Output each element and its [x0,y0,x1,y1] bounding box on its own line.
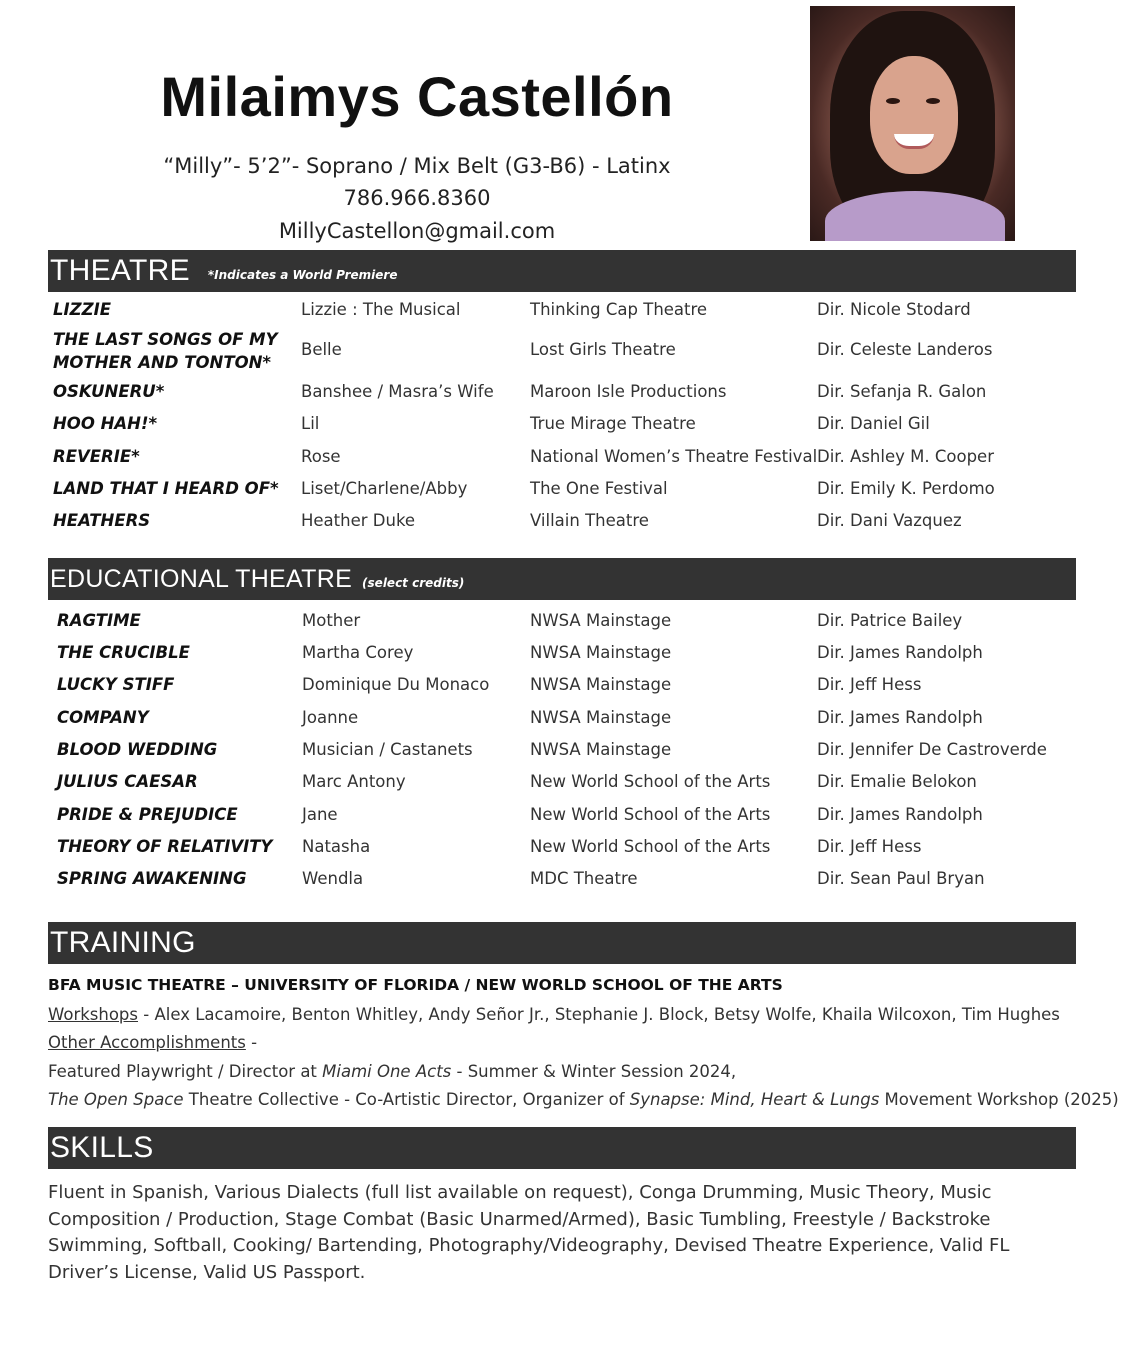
skills-section-header [48,1127,1076,1169]
role: Lil [301,414,320,433]
training-section-header [48,922,1076,964]
workshops-line [48,1005,1088,1024]
show-title: LIZZIE [53,300,111,319]
role: Natasha [302,837,371,856]
director: Dir. Daniel Gil [817,414,930,433]
role: Joanne [302,708,359,727]
show-title: THE LAST SONGS OF MY MOTHER AND TONTON* [53,330,278,372]
director: Dir. Jeff Hess [817,675,922,694]
company: True Mirage Theatre [530,414,696,433]
degree-line: BFA MUSIC THEATRE – UNIVERSITY OF FLORIDA / NEW WORLD SCHOOL OF THE ARTS [48,976,783,994]
show-title: RAGTIME [57,611,141,630]
show-title: THE CRUCIBLE [57,643,190,662]
company: NWSA Mainstage [530,611,672,630]
director: Dir. Sefanja R. Galon [817,382,987,401]
role: Wendla [302,869,364,888]
other-accomplishments-label: Other Accomplishments [48,1033,246,1052]
director: Dir. Patrice Bailey [817,611,963,630]
director: Dir. James Randolph [817,805,983,824]
section-title: SKILLS [50,1131,154,1164]
show-title: THEORY OF RELATIVITY [57,837,273,856]
director: Dir. Celeste Landeros [817,340,993,359]
role: Dominique Du Monaco [302,675,490,694]
director: Dir. Ashley M. Cooper [817,447,994,466]
workshops-label: Workshops [48,1005,139,1024]
role: Rose [301,447,341,466]
section-note: (select credits) [362,576,465,590]
director: Dir. Sean Paul Bryan [817,869,985,888]
show-title: BLOOD WEDDING [57,740,218,759]
company: NWSA Mainstage [530,675,672,694]
company: New World School of the Arts [530,772,771,791]
phone-number: 786.966.8360 [343,186,491,210]
company: New World School of the Arts [530,805,771,824]
featured-playwright-line: Featured Playwright / Director at Miami One Acts - Summer & Winter Session 2024, [48,1062,737,1081]
skills-text: Fluent in Spanish, Various Dialects (full list available on request), Conga Drumming, Music Theory, Music Composition / Production, Stage Combat (Basic Unarmed/Armed), Basic Tumbling, Freestyle / Backstroke Swimming, Softball, Cooking/ Bartending, Photography/Videography, Devised Theatre Experience, Valid FL Driver’s License, Valid US Passport. [48,1182,1010,1283]
show-title: OSKUNERU* [53,382,165,401]
company: National Women’s Theatre Festival [530,447,818,466]
section-title: THEATRE [50,254,190,287]
company: NWSA Mainstage [530,708,672,727]
resume-name: Milaimys Castellón [160,65,674,128]
company: MDC Theatre [530,869,638,888]
show-title: HEATHERS [53,511,151,530]
director: Dir. Jennifer De Castroverde [817,740,1047,759]
director: Dir. Nicole Stodard [817,300,971,319]
show-title: HOO HAH!* [53,414,158,433]
show-title: JULIUS CAESAR [57,772,198,791]
workshops-text: - Alex Lacamoire, Benton Whitley, Andy Señor Jr., Stephanie J. Block, Betsy Wolfe, Khaila Wilcoxon, Tim Hughes [138,1005,1060,1024]
performer-stats: “Milly”- 5’2”- Soprano / Mix Belt (G3-B6) - Latinx [163,154,671,178]
director: Dir. Emalie Belokon [817,772,977,791]
role: Musician / Castanets [302,740,473,759]
show-title: COMPANY [57,708,149,727]
section-note: *Indicates a World Premiere [207,268,398,282]
company: The One Festival [530,479,668,498]
show-title: PRIDE & PREJUDICE [57,805,238,824]
company: NWSA Mainstage [530,740,672,759]
show-title: SPRING AWAKENING [57,869,247,888]
director: Dir. Dani Vazquez [817,511,962,530]
show-title: LUCKY STIFF [57,675,175,694]
section-title: EDUCATIONAL THEATRE [50,564,353,593]
company: Lost Girls Theatre [530,340,676,359]
role: Martha Corey [302,643,414,662]
director: Dir. James Randolph [817,643,983,662]
role: Banshee / Masra’s Wife [301,382,494,401]
open-space-line: The Open Space Theatre Collective - Co-Artistic Director, Organizer of Synapse: Mind, Heart & Lungs Movement Workshop (2025) [48,1090,1119,1109]
other-accomplishments-line: Other Accomplishments - [48,1033,258,1052]
director: Dir. Jeff Hess [817,837,922,856]
company: Thinking Cap Theatre [530,300,708,319]
role: Liset/Charlene/Abby [301,479,468,498]
director: Dir. James Randolph [817,708,983,727]
role: Belle [301,340,342,359]
role: Mother [302,611,361,630]
email-address: MillyCastellon@gmail.com [278,219,556,243]
role: Lizzie : The Musical [301,300,461,319]
role: Marc Antony [302,772,406,791]
company: Villain Theatre [530,511,649,530]
show-title: LAND THAT I HEARD OF* [53,479,279,498]
company: New World School of the Arts [530,837,771,856]
company: Maroon Isle Productions [530,382,727,401]
role: Jane [302,805,338,824]
section-title: TRAINING [50,926,196,959]
headshot-photo [810,6,1015,241]
theatre-section-header [48,250,1076,292]
show-title: REVERIE* [53,447,140,466]
role: Heather Duke [301,511,416,530]
director: Dir. Emily K. Perdomo [817,479,995,498]
company: NWSA Mainstage [530,643,672,662]
educational-section-header [48,558,1076,600]
